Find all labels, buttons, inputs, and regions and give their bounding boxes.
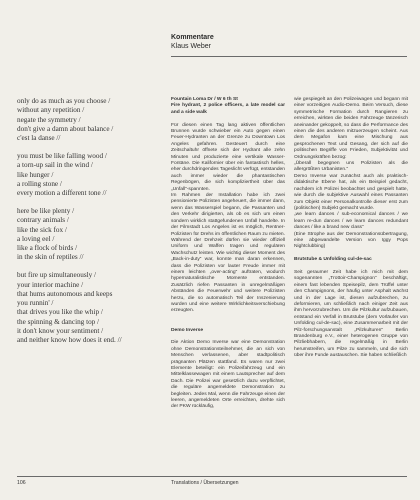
poem-line: a rolling stone / bbox=[17, 179, 62, 188]
section-title: Kommentare bbox=[171, 34, 214, 41]
poem-line: and neither know how does it end. // bbox=[17, 336, 122, 345]
poem bbox=[17, 97, 165, 354]
text-column-right bbox=[294, 97, 408, 360]
poem-line: you runnin' / bbox=[17, 299, 54, 308]
footer-rule bbox=[17, 476, 407, 477]
poem-line: like hunger / bbox=[17, 170, 54, 179]
subheading: Fire hydrant, 2 police officers, a late model car and a side walk bbox=[171, 103, 285, 115]
poem-line: but fire up simultaneously / bbox=[17, 271, 97, 280]
poem-line: without any repetition / bbox=[17, 106, 85, 115]
page-number: 106 bbox=[17, 480, 26, 486]
text-column-left bbox=[171, 97, 285, 411]
poem-line: you must be like falling wood / bbox=[17, 151, 107, 160]
body-paragraph: Für diesen einen Tag lang aktiven öffentlichen Brunnen wurde schwieber ein Auto gegen einen Feuer-Hydranten an der Grenze zu Downtown Los Angeles gefahren. Gesteuert durch eine Zeitschaltuhr öffnete sich der Hydrant alle zehn Minuten und produzierte eine vertikale Wasser-Fontäne. Die Kalifornier über ein fantastisch helles, eher durchdringendes Tageslicht verfügt, entstanden auch immer wieder die phantastischen Regenbögen, die sich kompliziertheit über das „Unfall“-spannten. bbox=[171, 122, 285, 192]
body-paragraph: „Überall begegnen uns Polizisten als die allergrößten Urbanisten.“ bbox=[294, 161, 408, 173]
poem-line: negate the symmetry / bbox=[17, 115, 81, 124]
article-header bbox=[171, 33, 214, 51]
subheading: Demo Inverse bbox=[171, 327, 204, 333]
author-name: Klaus Weber bbox=[171, 43, 211, 50]
poem-line: c'est la danse // bbox=[17, 134, 61, 143]
subheading: Brutstube & Unfolding cul-de-sac bbox=[294, 257, 372, 263]
poem-line: your interior machine / bbox=[17, 280, 84, 289]
poem-line: that drives you like the whip / bbox=[17, 308, 103, 317]
poem-line: it don't know your sentiment / bbox=[17, 327, 104, 336]
subheading: Fountain Loma Dr / W 6 th St bbox=[171, 97, 238, 102]
poem-line: only do as much as you choose / bbox=[17, 97, 111, 105]
poem-line: don't give a damn about balance / bbox=[17, 124, 114, 133]
header-rule bbox=[171, 56, 407, 57]
body-paragraph: Die Aktion Demo Inverse war eine Demonstration ohne Demonstrationsteilnehmer, die an sich von Menschen verlassenen, aber stadtpolitisch prägnanten Plätzen stattfand. Es waren nur zwei Elemente beteiligt: ein Polizeifahrzeug und ein Mittelklassewagen mit einem Lautsprecher auf dem Dach. Die Polizei war gesetzlich dazu verpflichtet, die reguläre angemeldete Demonstration zu begleiten. Jedes Mal, wenn die Fahrzeuge einen der leeren, angemeldeten Orte erreichten, drehte sich der PKW rückläufig, bbox=[171, 340, 285, 410]
body-paragraph: Demo Inverse war zunächst auch als praktisch-didaktische Ebene hat, als ein Beispiel gedacht, nachdem ich Polizei beobachtet und gespielt hatte, wie durch die subjektive Auswahl eines Passanten zum Objekt einer Personalkontrolle dieser erst zum (politischen) Subjekt gemacht wurde. bbox=[294, 173, 408, 211]
poem-line: in the skin of reptiles // bbox=[17, 253, 84, 262]
body-paragraph: „we learn dances / sub-economical dances / we learn re-dun dances / we learn dances redundant dances / like a brand new class“ bbox=[294, 212, 408, 231]
body-paragraph: Seit geraumer Zeit habe ich mich mit dem sogenannten „Trottoir-Champignon“ beschäftigt, einem fast lebenden Speisepilz, dem Trüffel unter den Champignons, der häufig unter Asphalt wächst und in der Lage ist, diesen aufzubrechen, zu deformieren, um schließlich nach einiger Zeit aus ihm hervorzubrechen. Um die Pilzkultur aufzubauen, entstand ein Verfall in Brutstube (dem Vorläufer von Unfolding cul-de-sac), eine Zusammenarbeit mit der Pilz-forschungsanstalt „Pilzkulturen“ Berlin Brandenburg e.V., einer heterogenen Gruppe von Pilzliebhabern, die regelmäßig in Berlin herumstreifen, um Pilze zu sammeln, und die sich über ihre Funde austauschen. Sie haben schließlich bbox=[294, 269, 408, 359]
poem-stanza bbox=[17, 207, 165, 263]
body-paragraph: Im Rahmen der Installation habe ich zwei pensionierte Polizisten angeheuert, die immer dann, wenn das Wasserspiel begann, die Passanten und den Verkehr dirigierten, als ob es sich um einen sondern wirklich stattgefundenen Unfall handelte. In der Filmstadt Los Angeles ist es möglich, Rentner-Polizisten für Drehs im öffentlichen Raum zu mieten. Während der Drehzeit dürfen sie wieder offiziell Uniform und Waffen tragen und regulären Wachschutz leisten. Wie wichtig dieser Moment des „Back-in-duty“ war, konnte man daran erkennen, dass die Polizisten vor lauter Freude immer mit einem leichten „over-acting“ auftraten, wodurch hypernaturalistische Momente entstanden. Zusätzlich riefen Passanten in unregelmäßigen Abständen die Feuerwehr und weitere Polizisten herzu, die so automatisch Teil der Inszenierung wurden und eine weitere Wirklichkeitsverschiebung erzeugten. bbox=[171, 193, 285, 314]
poem-stanza bbox=[17, 271, 165, 345]
poem-line: a torn-up sail in the wind / bbox=[17, 161, 93, 170]
body-paragraph: (Eine Strophe aus der Demonstrationsübertragung, eine abgewandelte Version von Iggy Pops Nightclubbing) bbox=[294, 231, 408, 250]
poem-stanza bbox=[17, 152, 165, 198]
poem-line: contrary animals / bbox=[17, 216, 69, 225]
poem-line: a loving eel / bbox=[17, 234, 55, 243]
poem-line: that hums autonomous and keeps bbox=[17, 289, 113, 298]
poem-line: like a flock of birds / bbox=[17, 244, 78, 253]
poem-line: here be like plenty / bbox=[17, 206, 75, 215]
poem-line: every motion a different tone // bbox=[17, 189, 107, 198]
body-paragraph: wie gespiegelt an den Polizeiwagen und begann mit einer vorzeitigen Audio-Demo. Beim Versuch, diese symmetrische Formation durch Rangieren zu erreichen, wirkten die beiden Fahrzeuge tänzerisch aneinander gekoppelt, so dass die Performance des einen die des anderen mitzuerzeugen scheint. Aus dem Megafon kam eine Mischung aus gesprochenen Text und Gesang, der sich auf die politischen Begriffe von Frieden, Subjektivität und Ordnungskräften bezog: bbox=[294, 97, 408, 160]
poem-line: like the sick fox / bbox=[17, 225, 67, 234]
poem-stanza bbox=[17, 97, 165, 143]
poem-line: the spinning & dancing top / bbox=[17, 317, 100, 326]
section-footer: Translations / Übersetzungen bbox=[171, 480, 239, 486]
